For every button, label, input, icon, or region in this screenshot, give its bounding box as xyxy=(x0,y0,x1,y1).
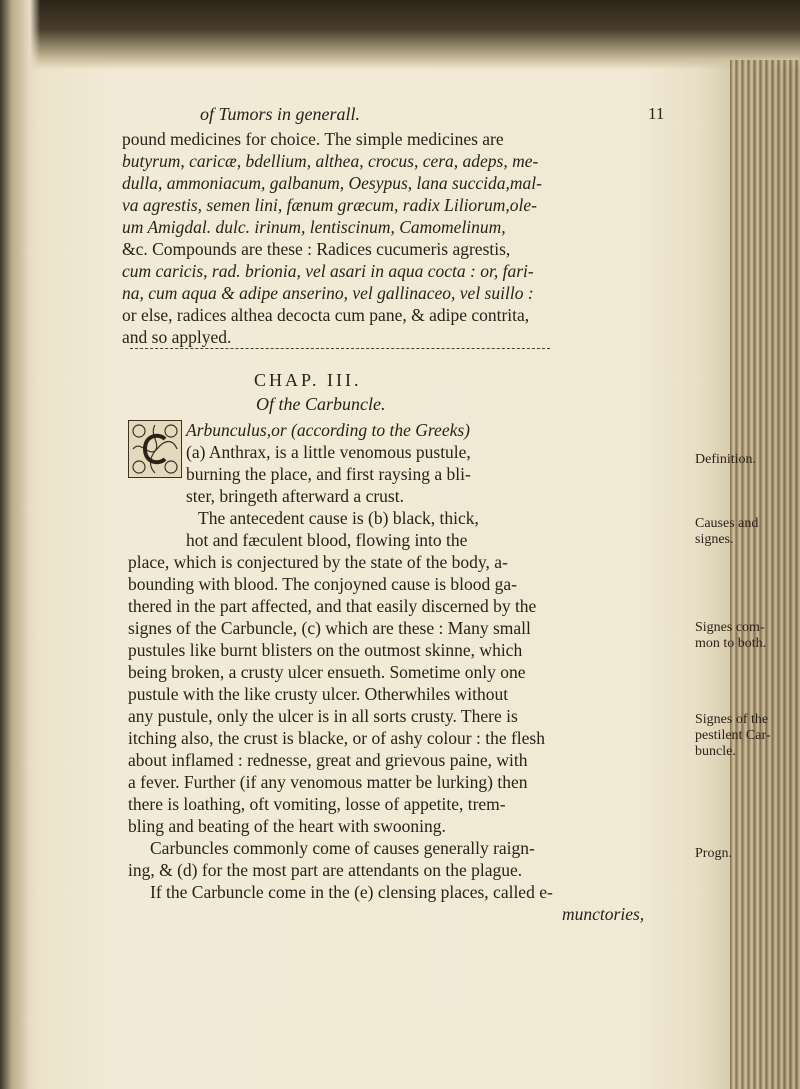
book-spine-shadow xyxy=(0,0,40,1089)
margin-note xyxy=(695,620,766,652)
text-line: cum caricis, rad. brionia, vel asari in aqua cocta : or, fari- xyxy=(122,261,534,281)
margin-note xyxy=(695,712,771,760)
margin-note-line: mon to both. xyxy=(695,636,767,651)
margin-note-line: Signes com- xyxy=(695,620,765,635)
text-line: bling and beating of the heart with swooning. xyxy=(128,816,446,836)
page-number: 11 xyxy=(648,104,665,123)
text-line: butyrum, caricæ, bdellium, althea, crocus, cera, adeps, me- xyxy=(122,151,539,171)
text-line: Arbunculus,or (according to the Greeks) xyxy=(186,420,470,440)
margin-note xyxy=(695,846,732,862)
margin-note-line: Progn. xyxy=(695,846,732,861)
text-line: or else, radices althea decocta cum pane, & adipe contrita, xyxy=(122,305,530,325)
chapter-title: Of the Carbuncle. xyxy=(256,394,386,414)
margin-note-line: Definition. xyxy=(695,452,757,467)
margin-note xyxy=(695,452,756,468)
page-fore-edge xyxy=(730,60,800,1089)
margin-note-line: pestilent Car- xyxy=(695,728,771,743)
text-line: va agrestis, semen lini, fænum græcum, radix Liliorum,ole- xyxy=(122,195,537,215)
margin-note-line: Causes and xyxy=(695,516,759,531)
text-line: a fever. Further (if any venomous matter be lurking) then xyxy=(128,772,528,792)
text-line: bounding with blood. The conjoyned cause is blood ga- xyxy=(128,574,517,594)
text-line: thered in the part affected, and that easily discerned by the xyxy=(128,596,537,616)
text-line: ing, & (d) for the most part are attendants on the plague. xyxy=(128,860,523,880)
text-line: being broken, a crusty ulcer ensueth. Sometime only one xyxy=(128,662,526,682)
decorated-initial-icon xyxy=(129,421,181,477)
text-line: pustule with the like crusty ulcer. Otherwhiles without xyxy=(128,684,509,704)
margin-note-line: buncle. xyxy=(695,744,736,759)
text-line: about inflamed : rednesse, great and grievous paine, with xyxy=(128,750,528,770)
text-line: um Amigdal. dulc. irinum, lentiscinum, Camomelinum, xyxy=(122,217,506,237)
text-line: ster, bringeth afterward a crust. xyxy=(186,486,404,506)
text-line: (a) Anthrax, is a little venomous pustule, xyxy=(186,442,471,462)
text-line: hot and fæculent blood, flowing into the xyxy=(186,530,468,550)
text-line: dulla, ammoniacum, galbanum, Oesypus, lana succida,mal- xyxy=(122,173,542,193)
text-line: there is loathing, oft vomiting, losse of appetite, trem- xyxy=(128,794,506,814)
margin-note-line: Signes of the xyxy=(695,712,769,727)
text-line: and so applyed. xyxy=(122,327,232,347)
margin-note-line: signes. xyxy=(695,532,734,547)
margin-note xyxy=(695,516,758,548)
text-line: pustules like burnt blisters on the outmost skinne, which xyxy=(128,640,523,660)
text-line: signes of the Carbuncle, (c) which are these : Many small xyxy=(128,618,531,638)
section-rule xyxy=(130,348,550,349)
text-line: &c. Compounds are these : Radices cucumeris agrestis, xyxy=(122,239,511,259)
text-line: place, which is conjectured by the state of the body, a- xyxy=(128,552,508,572)
text-line: burning the place, and first raysing a bli- xyxy=(186,464,471,484)
chapter-heading: CHAP. III. xyxy=(254,370,362,390)
text-line: If the Carbuncle come in the (e) clensing places, called e- xyxy=(150,882,553,902)
text-line: munctories, xyxy=(562,904,645,924)
text-line: any pustule, only the ulcer is in all sorts crusty. There is xyxy=(128,706,518,726)
decorated-initial xyxy=(128,420,182,478)
page-top-shadow xyxy=(0,0,800,70)
text-line: pound medicines for choice. The simple medicines are xyxy=(122,129,504,149)
text-line: itching also, the crust is blacke, or of ashy colour : the flesh xyxy=(128,728,545,748)
text-line: na, cum aqua & adipe anserino, vel gallinaceo, vel suillo : xyxy=(122,283,534,303)
running-head: of Tumors in generall. xyxy=(200,104,361,124)
text-line: Carbuncles commonly come of causes generally raign- xyxy=(150,838,535,858)
text-line: The antecedent cause is (b) black, thick, xyxy=(198,508,479,528)
